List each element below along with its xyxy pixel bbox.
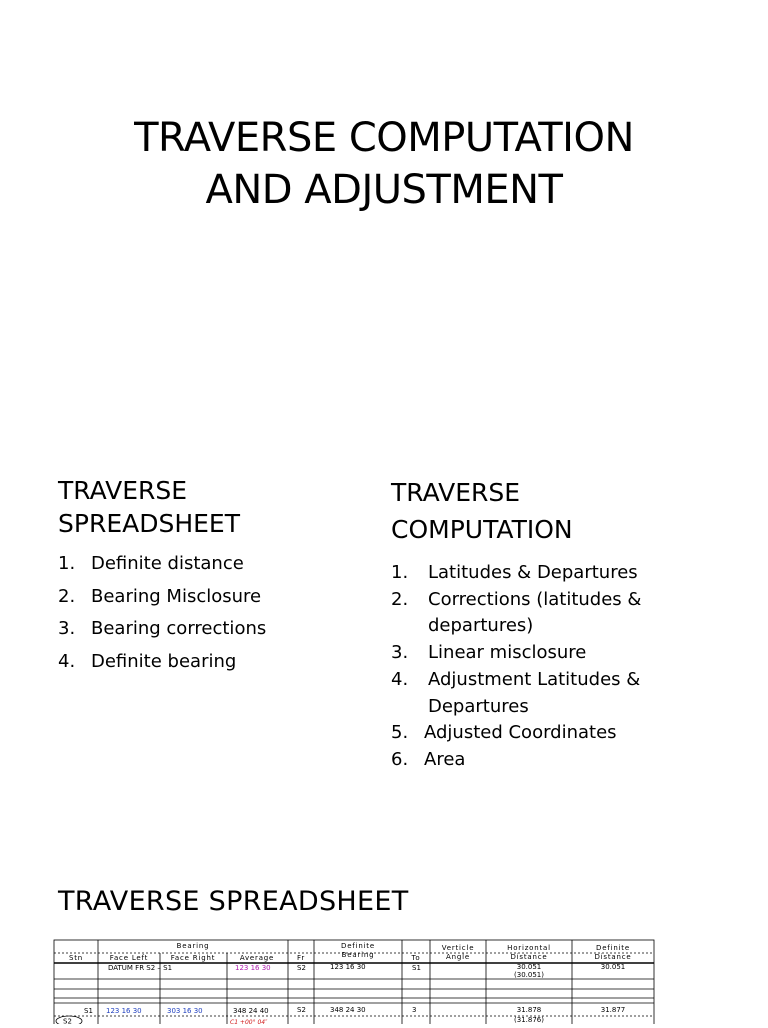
traverse-spreadsheet-table bbox=[52, 938, 656, 1028]
horizontal-distance-check-cell: (31.876) bbox=[514, 1016, 544, 1024]
spreadsheet-steps-list bbox=[58, 548, 358, 678]
item-text bbox=[428, 667, 640, 720]
header-verticle-angle-2: Angle bbox=[446, 953, 470, 961]
computation-steps-heading bbox=[391, 474, 731, 548]
item-number: 2. bbox=[391, 588, 409, 610]
header-face-right: Face Right bbox=[170, 954, 216, 962]
item-number: 3. bbox=[58, 618, 76, 639]
item-text: Definite bearing bbox=[91, 650, 237, 672]
heading-line: TRAVERSE bbox=[391, 478, 521, 507]
header-definite-distance-2: Distance bbox=[594, 953, 632, 961]
average-cell: 123 16 30 bbox=[235, 964, 271, 972]
header-verticle-angle-1: Verticle bbox=[441, 944, 475, 952]
item-text: Adjusted Coordinates bbox=[424, 722, 617, 744]
face-right-cell: 303 16 30 bbox=[167, 1007, 203, 1015]
item-number: 4. bbox=[58, 650, 76, 672]
header-fr: Fr bbox=[297, 954, 305, 962]
item-number: 5. bbox=[391, 722, 409, 744]
header-stn: Stn bbox=[68, 954, 84, 962]
header-horizontal-distance-2: Distance bbox=[510, 953, 548, 961]
spreadsheet-steps-section bbox=[58, 474, 358, 678]
heading-line: SPREADSHEET bbox=[58, 509, 240, 538]
list-item bbox=[58, 646, 358, 679]
datum-cell: DATUM FR S2 – S1 bbox=[108, 964, 173, 972]
list-item bbox=[391, 720, 731, 747]
heading-line: TRAVERSE bbox=[58, 476, 188, 505]
computation-steps-section bbox=[391, 474, 731, 774]
table-row-1 bbox=[108, 963, 625, 979]
definite-bearing-cell: 348 24 30 bbox=[330, 1006, 366, 1014]
list-item bbox=[58, 581, 358, 614]
item-text: Bearing corrections bbox=[91, 618, 267, 639]
item-number: 4. bbox=[391, 668, 409, 690]
item-number: 1. bbox=[391, 562, 409, 583]
fr-cell: S2 bbox=[297, 964, 306, 972]
item-number: 2. bbox=[58, 585, 76, 607]
correction-cell: C1 +00° 04″ bbox=[230, 1019, 268, 1024]
table-row-2 bbox=[56, 1006, 625, 1024]
definite-distance-cell: 31.877 bbox=[600, 1006, 626, 1014]
item-text: Latitudes & Departures bbox=[428, 562, 638, 583]
list-item bbox=[391, 667, 731, 720]
header-horizontal-distance-1: Horizontal bbox=[507, 944, 551, 952]
item-number: 1. bbox=[58, 553, 76, 574]
station-marker-label: S2 bbox=[63, 1017, 72, 1024]
table-headers bbox=[69, 942, 632, 962]
item-text: Bearing Misclosure bbox=[91, 585, 262, 607]
item-text-line: departures) bbox=[428, 615, 534, 637]
section-title: TRAVERSE SPREADSHEET bbox=[58, 886, 409, 917]
average-cell: 348 24 40 bbox=[233, 1007, 269, 1015]
list-item bbox=[391, 747, 731, 774]
title-line-1: TRAVERSE COMPUTATION bbox=[134, 115, 634, 161]
header-bearing: Bearing bbox=[176, 942, 210, 950]
item-text-line: Departures bbox=[428, 695, 529, 717]
list-item bbox=[391, 560, 731, 587]
item-text-line: Corrections (latitudes & bbox=[428, 588, 642, 610]
header-face-left: Face Left bbox=[109, 954, 149, 962]
face-left-cell: 123 16 30 bbox=[106, 1007, 142, 1015]
item-text-line: Adjustment Latitudes & bbox=[428, 668, 641, 690]
item-text: Linear misclosure bbox=[428, 642, 587, 664]
list-item bbox=[391, 640, 731, 667]
to-cell: S1 bbox=[412, 964, 421, 972]
list-item bbox=[391, 587, 731, 640]
page-title bbox=[0, 112, 768, 216]
horizontal-distance-cell: 30.051 bbox=[516, 963, 542, 971]
definite-distance-cell: 30.051 bbox=[600, 963, 626, 971]
fr-cell: S2 bbox=[297, 1006, 306, 1014]
heading-line: COMPUTATION bbox=[391, 515, 573, 544]
to-cell: 3 bbox=[412, 1006, 417, 1014]
item-text: Definite distance bbox=[91, 553, 244, 574]
header-definite-bearing-2: Bearing bbox=[341, 951, 375, 959]
spreadsheet-steps-heading bbox=[58, 474, 358, 540]
item-text: Area bbox=[424, 748, 466, 770]
computation-steps-list bbox=[391, 560, 731, 774]
header-definite-distance-1: Definite bbox=[596, 944, 630, 952]
definite-bearing-cell: 123 16 30 bbox=[330, 963, 366, 971]
list-item bbox=[58, 613, 358, 646]
item-text bbox=[428, 587, 641, 640]
header-definite-bearing-1: Definite bbox=[341, 942, 375, 950]
header-average: Average bbox=[239, 954, 275, 962]
stn-cell: S1 bbox=[84, 1007, 93, 1015]
list-item bbox=[58, 548, 358, 581]
item-number: 6. bbox=[391, 748, 409, 770]
title-line-2: AND ADJUSTMENT bbox=[205, 167, 563, 213]
header-to: To bbox=[411, 954, 421, 962]
item-number: 3. bbox=[391, 642, 409, 664]
horizontal-distance-cell: 31.878 bbox=[516, 1006, 542, 1014]
spreadsheet-svg bbox=[52, 938, 656, 1024]
horizontal-distance-check-cell: (30.051) bbox=[514, 971, 544, 979]
